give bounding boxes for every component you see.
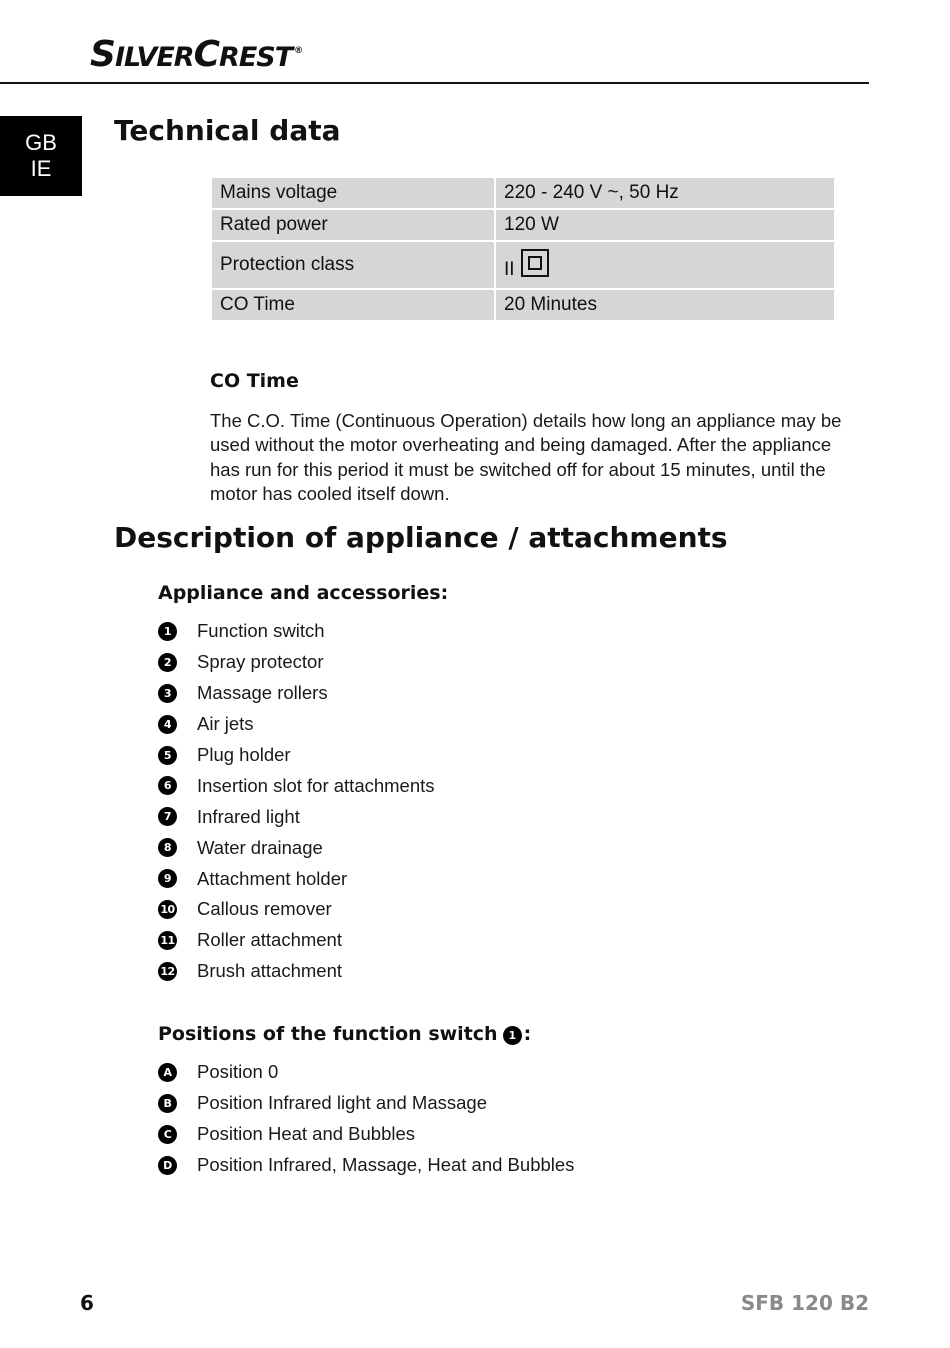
technical-data-title: Technical data: [114, 114, 341, 147]
list-item: [158, 740, 435, 771]
description-title: Description of appliance / attachments: [114, 521, 728, 554]
list-item-label: Air jets: [197, 713, 254, 735]
list-item-label: Position Infrared light and Massage: [197, 1092, 488, 1114]
number-badge: 1: [158, 622, 177, 641]
list-item-label: Attachment holder: [197, 867, 348, 889]
switch-positions-list: [158, 1057, 574, 1181]
spec-value: 120 W: [496, 210, 834, 240]
positions-heading: [158, 1023, 531, 1045]
number-badge: 2: [158, 653, 177, 672]
technical-data-table: [210, 176, 836, 322]
list-item-label: Water drainage: [197, 836, 323, 858]
list-item-label: Function switch: [197, 620, 325, 642]
spec-value: 220 - 240 V ~, 50 Hz: [496, 178, 834, 208]
page-number: 6: [80, 1291, 94, 1315]
list-item-label: Brush attachment: [197, 960, 342, 982]
language-code-gb: GB: [25, 130, 57, 155]
spec-row-protection-class: [212, 242, 834, 288]
number-badge: 10: [158, 900, 177, 919]
spec-label: Protection class: [212, 242, 494, 288]
co-time-paragraph: The C.O. Time (Continuous Operation) details how long an appliance may be used without the motor overheating and being damaged. After the appliance has run for this period it must be switched off for about 15 minutes, until the motor has cooled itself down.: [210, 410, 842, 504]
number-badge: 3: [158, 684, 177, 703]
list-item: [158, 1119, 574, 1150]
list-item-label: Roller attachment: [197, 929, 342, 951]
model-number: SFB 120 B2: [740, 1291, 869, 1315]
list-item: [158, 616, 435, 647]
list-item: [158, 956, 435, 987]
list-item-label: Position Heat and Bubbles: [197, 1123, 416, 1145]
spec-row-mains-voltage: [212, 178, 834, 208]
spec-value: II: [504, 259, 515, 280]
spec-row-rated-power: [212, 210, 834, 240]
double-insulation-icon: [521, 249, 549, 277]
co-time-heading: CO Time: [210, 370, 299, 392]
list-item-label: Position Infrared, Massage, Heat and Bubbles: [197, 1154, 575, 1176]
list-item: [158, 894, 435, 925]
list-item-label: Massage rollers: [197, 682, 328, 704]
spec-value: 20 Minutes: [496, 290, 834, 320]
list-item-label: Position 0: [197, 1061, 279, 1083]
list-item: [158, 1057, 574, 1088]
spec-row-co-time: [212, 290, 834, 320]
letter-badge: C: [158, 1125, 177, 1144]
list-item: [158, 770, 435, 801]
list-item-label: Infrared light: [197, 805, 300, 827]
brand-letter-2: C: [193, 34, 220, 75]
appliance-heading: Appliance and accessories:: [158, 582, 449, 604]
number-badge: 9: [158, 869, 177, 888]
positions-heading-colon: :: [523, 1023, 532, 1045]
language-tab: [0, 116, 82, 196]
letter-badge: A: [158, 1063, 177, 1082]
number-badge: 11: [158, 931, 177, 950]
list-item: [158, 1150, 574, 1181]
letter-badge: B: [158, 1094, 177, 1113]
spec-value-cell: [496, 242, 834, 288]
brand-letter-1: S: [90, 34, 115, 75]
appliance-parts-list: [158, 616, 435, 987]
number-badge: 12: [158, 962, 177, 981]
number-badge: 4: [158, 715, 177, 734]
brand-part-2: REST: [219, 42, 293, 73]
list-item: [158, 1088, 574, 1119]
number-badge: 6: [158, 776, 177, 795]
number-badge: 7: [158, 807, 177, 826]
registered-mark: ®: [294, 46, 303, 56]
brand-logo: [90, 34, 302, 75]
spec-label: Mains voltage: [212, 178, 494, 208]
positions-heading-text: Positions of the function switch: [158, 1023, 498, 1045]
list-item: [158, 832, 435, 863]
list-item: [158, 647, 435, 678]
header-rule: [0, 82, 869, 84]
number-badge: 1: [503, 1026, 522, 1045]
list-item-label: Spray protector: [197, 651, 324, 673]
list-item: [158, 801, 435, 832]
spec-label: CO Time: [212, 290, 494, 320]
list-item: [158, 709, 435, 740]
list-item: [158, 678, 435, 709]
number-badge: 8: [158, 838, 177, 857]
list-item: [158, 925, 435, 956]
list-item: [158, 863, 435, 894]
spec-label: Rated power: [212, 210, 494, 240]
list-item-label: Insertion slot for attachments: [197, 774, 435, 796]
language-code-ie: IE: [30, 156, 52, 181]
list-item-label: Plug holder: [197, 744, 291, 765]
letter-badge: D: [158, 1156, 177, 1175]
list-item-label: Callous remover: [197, 898, 332, 920]
number-badge: 5: [158, 746, 177, 765]
brand-part-1: ILVER: [114, 42, 194, 73]
